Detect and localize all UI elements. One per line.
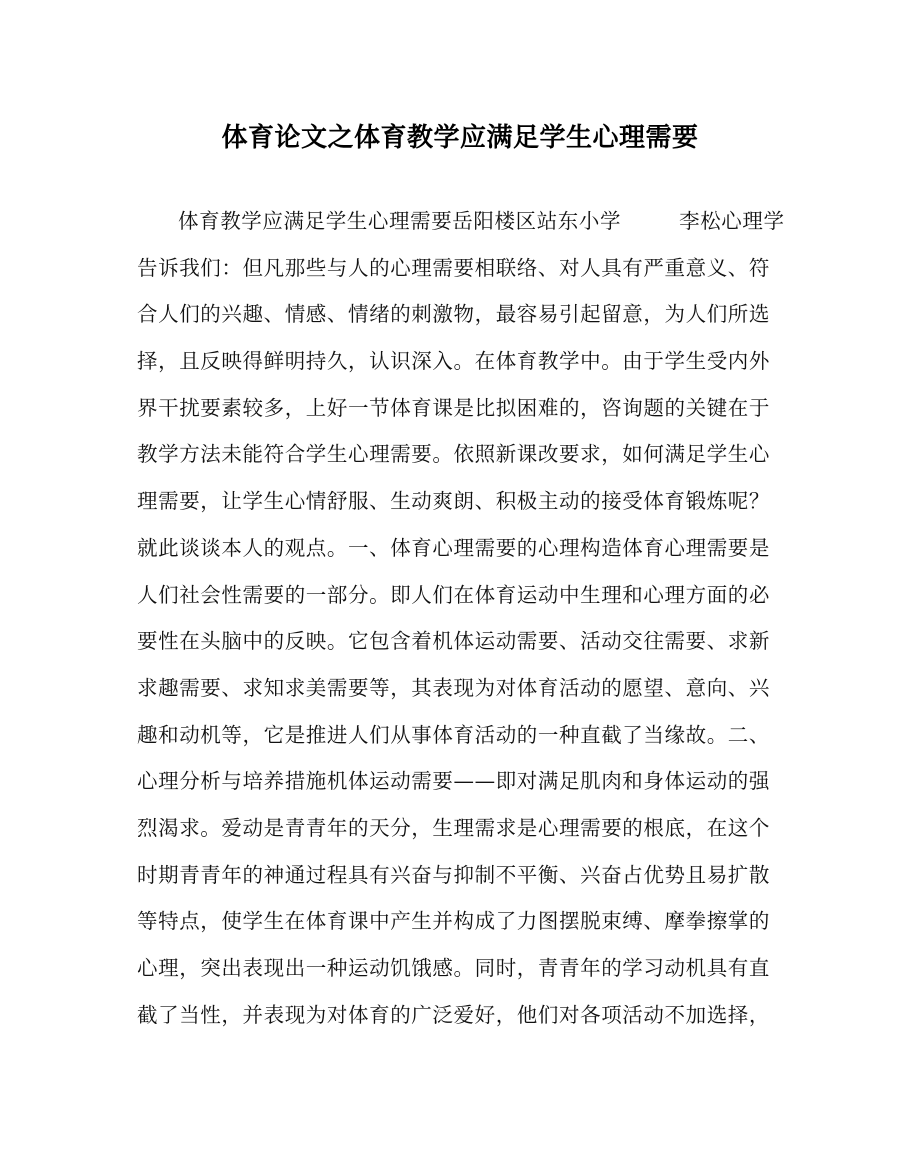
body-line: 择，且反映得鲜明持久，认识深入。在体育教学中。由于学生受内外 (137, 349, 770, 374)
author-and-continuation: 李松心理学 (679, 209, 785, 233)
body-line: 截了当性，并表现为对体育的广泛爱好，他们对各项活动不加选择， (137, 1002, 770, 1027)
body-line: 界干扰要素较多，上好一节体育课是比拟困难的，咨询题的关键在于 (137, 395, 770, 420)
body-line: 教学方法未能符合学生心理需要。依照新课改要求，如何满足学生心 (137, 442, 770, 467)
body-line: 求趣需要、求知求美需要等，其表现为对体育活动的愿望、意向、兴 (137, 675, 770, 700)
body-line: 时期青青年的神通过程具有兴奋与抑制不平衡、兴奋占优势且易扩散 (137, 862, 770, 887)
body-line: 理需要，让学生心情舒服、生动爽朗、积极主动的接受体育锻炼呢？ (137, 489, 770, 514)
body-line: 就此谈谈本人的观点。一、体育心理需要的心理构造体育心理需要是 (137, 535, 770, 560)
body-line: 告诉我们：但凡那些与人的心理需要相联络、对人具有严重意义、符 (137, 255, 770, 280)
body-line: 趣和动机等，它是推进人们从事体育活动的一种直截了当缘故。二、 (137, 722, 770, 747)
body-line: 心理，突出表现出一种运动饥饿感。同时，青青年的学习动机具有直 (137, 956, 770, 980)
opening-text: 体育教学应满足学生心理需要岳阳楼区站东小学 (178, 209, 622, 233)
body-line: 人们社会性需要的一部分。即人们在体育运动中生理和心理方面的必 (137, 582, 770, 607)
document-title: 体育论文之体育教学应满足学生心理需要 (221, 123, 699, 153)
body-line: 合人们的兴趣、情感、情绪的刺激物，最容易引起留意，为人们所选 (137, 302, 770, 327)
body-line: 等特点，使学生在体育课中产生并构成了力图摆脱束缚、摩拳擦掌的 (137, 909, 770, 934)
body-line-1 (137, 204, 797, 251)
body-line: 心理分析与培养措施机体运动需要——即对满足肌肉和身体运动的强 (137, 769, 770, 794)
body-line: 烈渴求。爱动是青青年的天分，生理需求是心理需要的根底，在这个 (137, 815, 770, 840)
body-line: 要性在头脑中的反映。它包含着机体运动需要、活动交往需要、求新 (137, 629, 770, 654)
document-body (137, 204, 797, 1044)
